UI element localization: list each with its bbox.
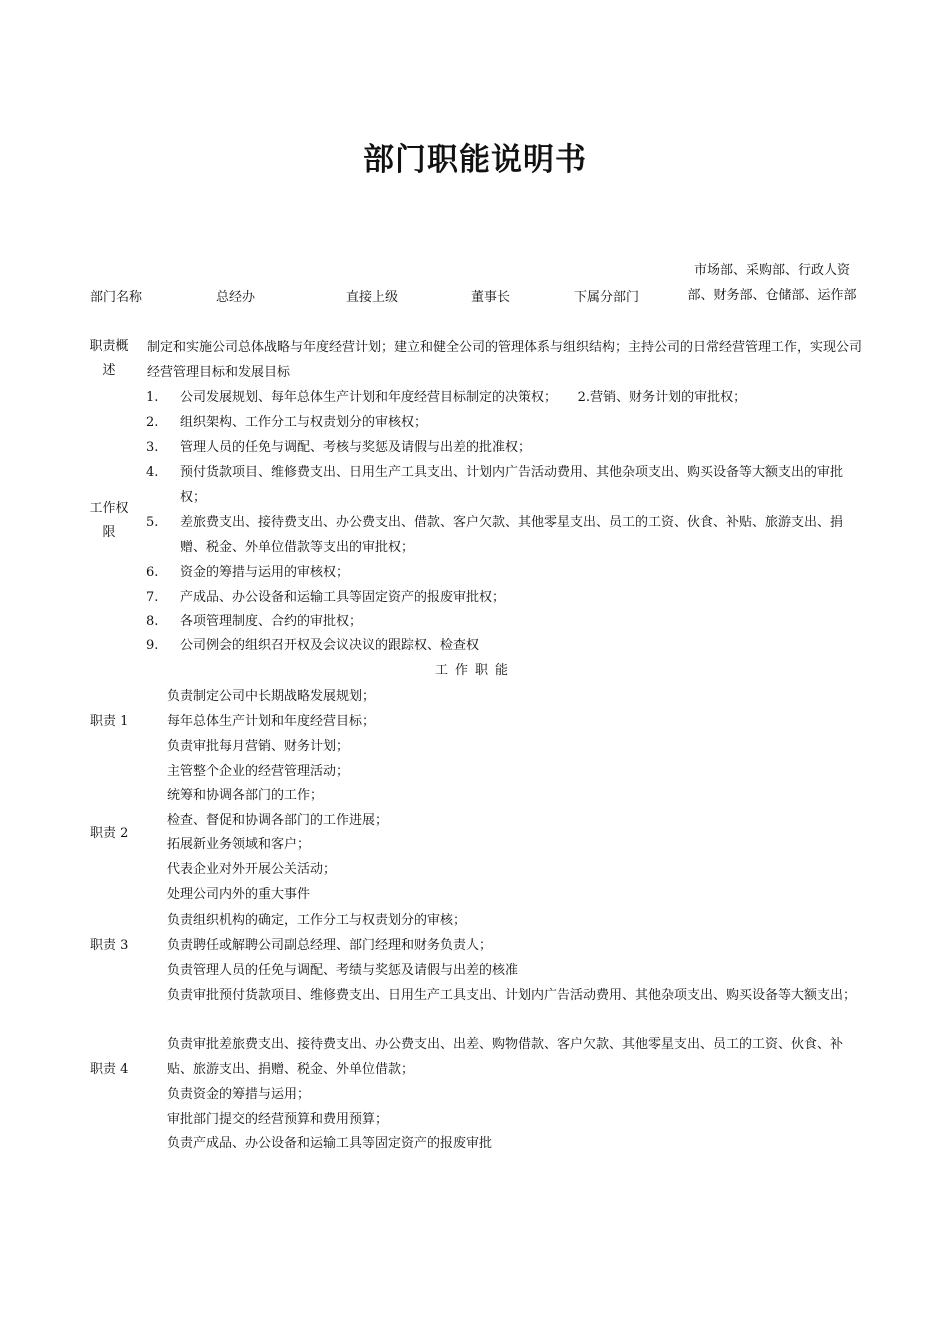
duty-line: 负责审批预付货款项目、维修费支出、日用生产工具支出、计划内广告活动费用、其他杂项支出、购买设备等大额支出； [167,988,857,1003]
authority-item-text: 公司例会的组织召开权及会议决议的跟踪权、检查权 [180,638,480,653]
duty-line: 负责审批每月营销、财务计划； [167,739,350,754]
subordinate-label: 下属分部门 [574,290,640,305]
authority-item-num: 5. [146,515,159,530]
duty-label: 职责 3 [90,938,129,953]
subordinate-value: 市场部、采购部、行政人资部、财务部、仓储部、运作部 [687,263,857,303]
duty-line: 负责管理人员的任免与调配、考绩与奖惩及请假与出差的核准 [167,963,519,978]
authority-item-num: 3. [146,440,159,455]
page-title: 部门职能说明书 [363,142,587,178]
duty-line: 审批部门提交的经营预算和费用预算； [167,1112,389,1127]
duty-line: 负责资金的筹措与运用； [167,1087,311,1102]
authority-item [146,510,864,560]
authority-item [146,435,864,460]
authority-label: 工作权限 [89,501,129,540]
duty-line: 检查、督促和协调各部门的工作进展； [167,813,389,828]
duty-label: 职责 1 [90,714,129,729]
authority-item-text: 管理人员的任免与调配、考核与奖惩及请假与出差的批准权； [180,440,532,455]
duty-line: 负责制定公司中长期战略发展规划； [167,689,376,704]
duty-line: 拓展新业务领域和客户； [167,837,311,852]
authority-item-text: 公司发展规划、每年总体生产计划和年度经营目标制定的决策权； 2.营销、财务计划的审批权； [180,390,747,405]
authority-item-text: 组织架构、工作分工与权责划分的审核权； [180,415,428,430]
dept-name-label: 部门名称 [90,290,143,305]
authority-item-text: 产成品、办公设备和运输工具等固定资产的报废审批权； [180,590,506,605]
authority-item-num: 4. [146,465,159,480]
dept-name-value: 总经办 [216,290,256,305]
summary-text: 制定和实施公司总体战略与年度经营计划；建立和健全公司的管理体系与组织结构；主持公司的日常经营管理工作，实现公司经营管理目标和发展目标 [147,340,863,380]
duty-line: 处理公司内外的重大事件 [167,887,311,902]
duty-line: 主管整个企业的经营管理活动； [167,764,350,779]
authority-item-text: 预付货款项目、维修费支出、日用生产工具支出、计划内广告活动费用、其他杂项支出、购买设备等大额支出的审批权； [180,465,844,505]
authority-item [146,460,864,510]
duty-line: 每年总体生产计划和年度经营目标； [167,714,376,729]
functions-heading: 工作职能 [434,663,515,678]
duty-label: 职责 2 [90,826,129,841]
summary-label: 职责概述 [89,339,129,378]
authority-item-num: 9. [146,638,159,653]
authority-item [146,633,864,658]
authority-item-text: 资金的筹措与运用的审核权； [180,565,350,580]
authority-item-num: 2. [146,415,159,430]
authority-item-num: 7. [146,590,159,605]
duty-line: 负责审批差旅费支出、接待费支出、办公费支出、出差、购物借款、客户欠款、其他零星支出、员工的工资、伙食、补贴、旅游支出、捐赠、税金、外单位借款； [167,1037,844,1077]
authority-item [146,410,864,435]
authority-item-num: 8. [146,614,159,629]
authority-item-num: 1. [146,390,159,405]
duty-line: 代表企业对外开展公关活动； [167,862,337,877]
authority-item [146,585,864,610]
authority-item-text: 差旅费支出、接待费支出、办公费支出、借款、客户欠款、其他零星支出、员工的工资、伙食、补贴、旅游支出、捐赠、税金、外单位借款等支出的审批权； [180,515,844,555]
superior-value: 董事长 [471,290,511,305]
duty-line: 负责产成品、办公设备和运输工具等固定资产的报废审批 [167,1136,493,1151]
authority-item-text: 各项管理制度、合约的审批权； [180,614,363,629]
authority-item-num: 6. [146,565,159,580]
duty-line: 负责组织机构的确定，工作分工与权责划分的审核； [167,913,467,928]
superior-label: 直接上级 [346,290,399,305]
duty-line: 统筹和协调各部门的工作； [167,788,324,803]
authority-item [146,385,864,410]
authority-item [146,609,864,634]
duty-line: 负责聘任或解聘公司副总经理、部门经理和财务负责人； [167,938,493,953]
duty-label: 职责 4 [90,1062,129,1077]
authority-item [146,560,864,585]
